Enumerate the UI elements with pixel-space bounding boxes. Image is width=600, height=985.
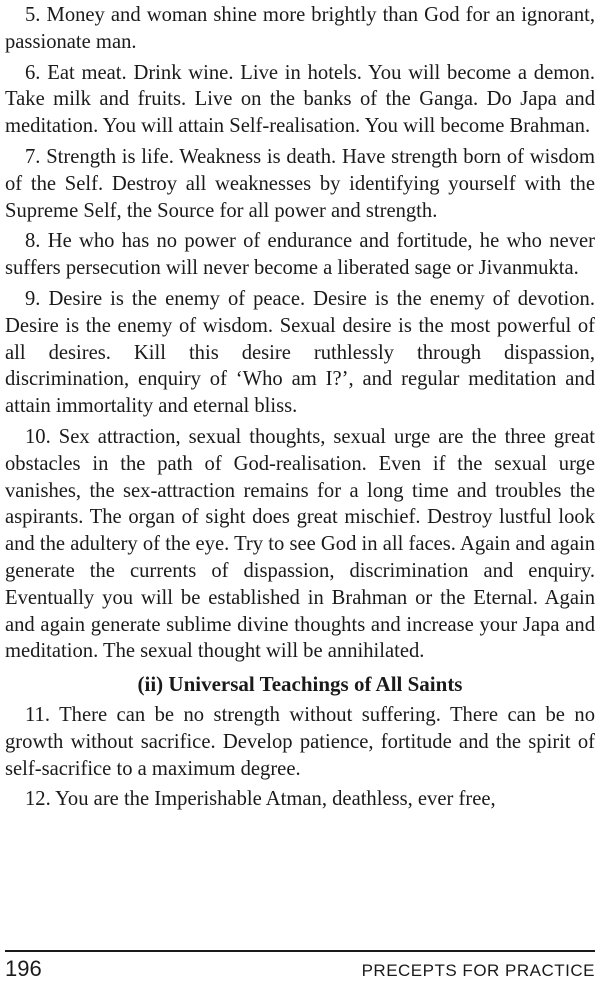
paragraph-7: 7. Strength is life. Weakness is death. Have strength born of wisdom of the Self. Destroy all weaknesses by identifying yourself with the Supreme Self, the Source for all power and strength. bbox=[5, 145, 595, 222]
footer-divider bbox=[5, 950, 595, 952]
paragraph-9: 9. Desire is the enemy of peace. Desire is the enemy of devotion. Desire is the enemy of wisdom. Sexual desire is the most powerful of all desires. Kill this desire ruthlessly through dispassion, discrimination, enquiry of ‘Who am I?’, and regular meditation and attain immortality and eternal bliss. bbox=[5, 287, 595, 418]
book-page bbox=[5, 2, 595, 817]
running-title: PRECEPTS FOR PRACTICE bbox=[361, 961, 595, 980]
paragraph-5: 5. Money and woman shine more brightly than God for an ignorant, passionate man. bbox=[5, 4, 595, 53]
paragraph-10: 10. Sex attraction, sexual thoughts, sexual urge are the three great obstacles in the path of God-realisation. Even if the sexual urge vanishes, the sex-attraction remains for a long time and troubles the aspirants. The organ of sight does great mischief. Destroy lustful look and the adultery of the eye. Try to see God in all faces. Again and again generate the currents of dispassion, discrimination and enquiry. Eventually you will be established in Brahman or the Eternal. Again and again generate sublime divine thoughts and increase your Japa and meditation. The sexual thought will be annihilated. bbox=[5, 425, 595, 663]
paragraph-8: 8. He who has no power of endurance and fortitude, he who never suffers persecution will never become a liberated sage or Jivanmukta. bbox=[5, 230, 595, 280]
paragraph-6: 6. Eat meat. Drink wine. Live in hotels. You will become a demon. Take milk and fruits. Live on the banks of the Ganga. Do Japa and meditation. You will attain Self-realisation. You will become Brahman. bbox=[5, 61, 595, 138]
paragraph-12: 12. You are the Imperishable Atman, deathless, ever free, bbox=[25, 788, 496, 811]
section-heading: (ii) Universal Teachings of All Saints bbox=[137, 672, 463, 697]
paragraph-11: 11. There can be no strength without suffering. There can be no growth without sacrifice. Develop patience, fortitude and the spirit of self-sacrifice to a maximum degree. bbox=[5, 703, 595, 780]
page-footer bbox=[5, 956, 595, 982]
page-number: 196 bbox=[5, 956, 42, 981]
